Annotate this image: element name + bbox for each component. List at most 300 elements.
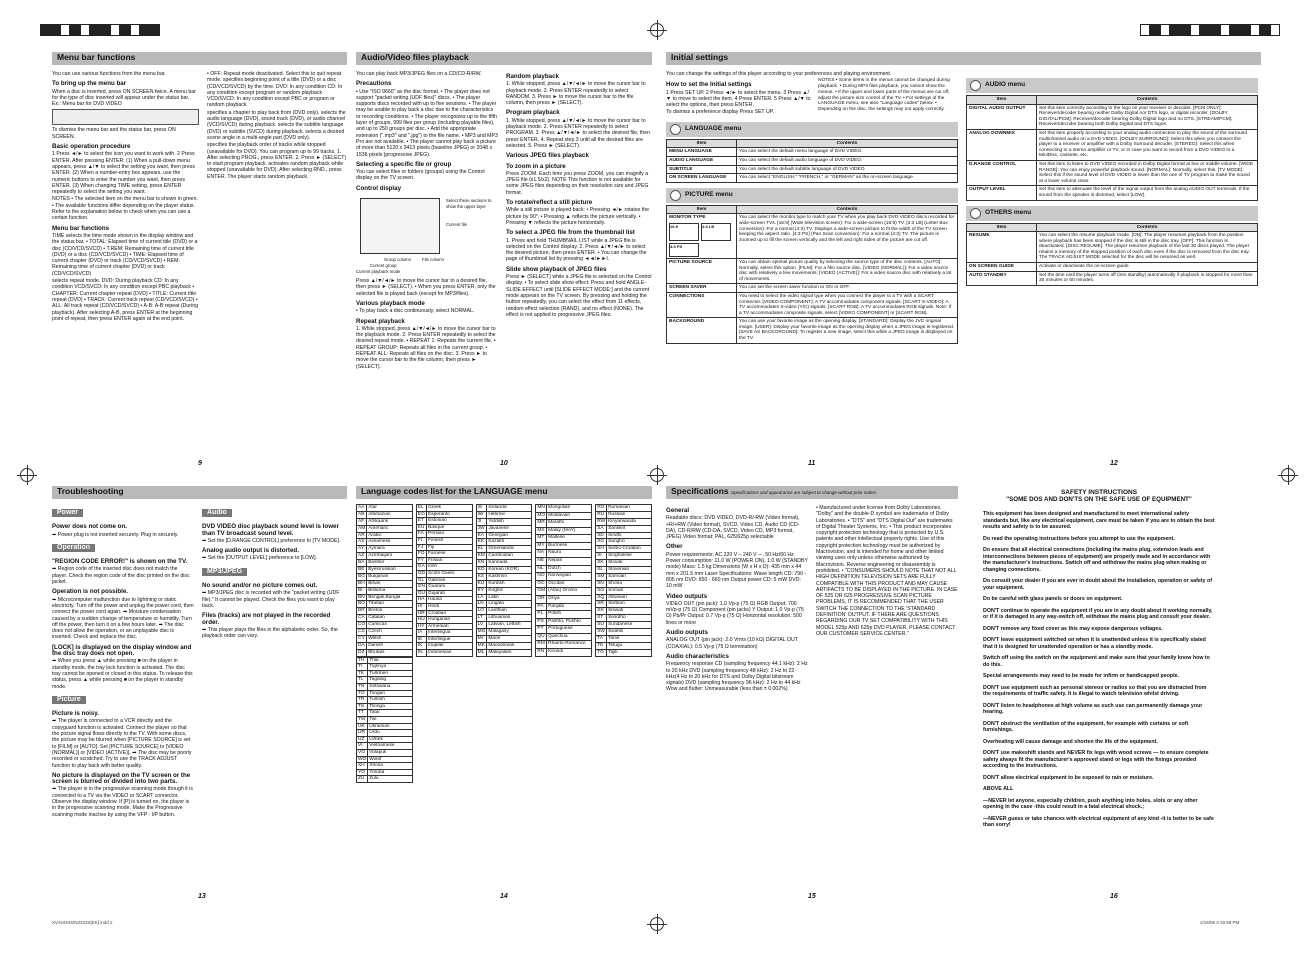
language-name: Bhutani (367, 649, 413, 656)
table-row (416, 577, 472, 584)
language-code: XH (357, 763, 368, 770)
table-row (596, 539, 652, 546)
diagram-label: Group column (384, 257, 411, 263)
table-row (357, 684, 413, 691)
table-row (357, 608, 413, 615)
menu-title: LANGUAGE menu (685, 125, 742, 133)
body-text: ➡ When you press ▲ while pressing ■ on the player in standby mode, the tray lock function is activated. The disc tray cannot be opened or closed in this status. To release this status, press ▲ while pressing ■ on the player in standby mode. (52, 658, 193, 690)
category-badge: Power (52, 509, 83, 517)
subheading: No sound and/or no picture comes out. (202, 582, 318, 590)
table-row (357, 776, 413, 783)
contents-cell: Activate or deactivate the on-screen guide. (1037, 263, 1258, 272)
subheading: Files (tracks) are not played in the recorded order. (202, 612, 331, 626)
language-name: Finnish (427, 537, 473, 544)
table-row (667, 318, 958, 343)
page-number: 12 (1110, 460, 1118, 467)
language-name: Kannada (487, 560, 532, 567)
safety-item: —NEVER let anyone, especially children, push anything into holes, slots or any other opening in the case -this could result in a fatal electrical shock.; (983, 797, 1198, 810)
table-row (476, 601, 532, 608)
language-name: Korean (KOR) (487, 567, 532, 574)
subheading: To bring up the menu bar (52, 80, 127, 88)
table-row (476, 532, 532, 539)
language-name: Kinyarwanda (607, 518, 652, 525)
language-code: EL (416, 505, 426, 512)
contents-cell: You can select the default audio language of DVD VIDEO. (737, 156, 958, 165)
body-text: 1 Press ◄/► to select the icon you want to work with. 2 Press ENTER. After pressing ENTER: (1) When a pull-down menu appears, press ▲/▼ to select the setting you want, then press ENTER. (2) When a number-entry box appears, use the numeric buttons to enter the number you want, then press ENTER. (3) When changing TIME setting, press ENTER repeatedly to select the setting you want. (52, 151, 195, 196)
table-row (536, 527, 592, 535)
menu-title: OTHERS menu (985, 208, 1032, 216)
language-name: Portuguese (547, 626, 592, 634)
language-name: Basque (427, 524, 473, 531)
language-name: Greenlandic (487, 546, 532, 553)
page-number: 14 (500, 893, 508, 900)
language-code: HY (416, 623, 426, 630)
monitor-43lb: 4:3 LB (701, 223, 731, 241)
language-name: Tongan (368, 690, 413, 697)
category-badge: MP3/JPEG (202, 568, 247, 576)
language-name: Vietnamese (368, 743, 413, 750)
table-row (357, 697, 413, 704)
language-code: PS (536, 618, 547, 626)
section-header: Troubleshooting (52, 486, 347, 499)
body-text: ➡ Power plug is not inserted securely. Plug in securely. (52, 531, 179, 538)
page-13 (52, 486, 347, 819)
language-code: CO (358, 622, 366, 628)
intro-text: You can play back MP3/JPEG files on a CD/CD-R/RW. (356, 71, 482, 77)
page-14 (356, 486, 652, 783)
table-row (416, 557, 472, 564)
column-header: Contents (737, 205, 958, 214)
language-code: JI (476, 518, 487, 525)
table-row (596, 629, 652, 636)
language-code: EU (416, 524, 426, 531)
picture-menu-table (666, 205, 958, 344)
table-row (476, 505, 532, 512)
contents-cell: You can select "ENGLISH," "FRENCH," or "GERMAN" as the on-screen language. (737, 174, 958, 183)
table-row (416, 584, 472, 591)
subheading: To rotate/reflect a still picture (506, 199, 593, 207)
language-code: TE (596, 642, 607, 649)
safety-item: Do be careful with glass panels or doors on equipment. (983, 596, 1123, 602)
language-code: SM (596, 573, 607, 580)
language-name: Yoruba (368, 769, 413, 776)
language-code-column (476, 504, 533, 657)
language-code: TT (357, 710, 368, 717)
language-name: Macedonian (487, 642, 532, 649)
menu-bar-illustration (52, 109, 199, 125)
notes-text: NOTES • The selected item on the menu bar is shown in green. • The available functions differ depending on the player status. Refer to the explanation below to check when you can use a certain function. (52, 196, 198, 222)
language-name: Faroese (427, 551, 473, 558)
language-code: FY (416, 557, 426, 564)
language-code: TI (357, 664, 368, 671)
table-row (357, 670, 413, 677)
subheading: Video outputs (666, 592, 708, 600)
table-row (596, 601, 652, 608)
language-name: Afar (367, 505, 413, 512)
table-row (357, 677, 413, 684)
table-row (416, 623, 472, 630)
category-badge: Operation (52, 544, 95, 552)
table-row (416, 636, 472, 643)
language-name: Quechua (547, 633, 592, 641)
language-name: Bengali,Bangla (367, 594, 413, 601)
language-code: KA (476, 532, 487, 539)
body-text: You can select files or folders (groups) using the Control display on the TV screen. (356, 169, 485, 182)
language-name: Shona (607, 580, 652, 587)
language-code: PL (536, 611, 547, 619)
subheading: Menu bar functions (52, 224, 110, 232)
language-name: Armenian (427, 623, 473, 630)
safety-item: DON'T allow electrical equipment to be exposed to rain or moisture. (983, 774, 1154, 781)
category-badge: Audio (202, 509, 232, 517)
body-text: While a still picture is played back: • Pressing ◄/► rotates the picture by 90°. • Pressing ▲ reflects the picture vertically. • Pressing ▼ reflects the picture horizontally. (506, 207, 649, 226)
language-name: Sundanese (607, 622, 652, 629)
table-row (536, 558, 592, 566)
language-code: QU (536, 633, 547, 641)
language-name: Panjabi (547, 603, 592, 611)
notes-text: • Manufactured under license from Dolby Laboratories. "Dolby" and the double-D symbol are trademarks of Dolby Laboratories. • "DTS" and "DTS Digital Out" are trademarks of Digital Theater Systems, Inc. • This product incorporates copyright protection technology that is protected by U.S. patents and other intellectual property rights. Use of this copyright protection technology must be authorized by Macrovision, and is intended for home and other limited viewing uses only unless otherwise authorized by Macrovision. Reverse engineering or disassembly is prohibited. • "CONSUMERS SHOULD NOTE THAT NOT ALL HIGH DEFINITION TELEVISION SETS ARE FULLY COMPATIBLE WITH THIS PRODUCT AND MAY CAUSE ARTIFACTS TO BE DISPLAYED IN THE PICTURE. IN CASE OF 525 OR 625 PROGRESSIVE SCAN PICTURE PROBLEMS, IT IS RECOMMENDED THAT THE USER SWITCH THE CONNECTION TO THE 'STANDARD DEFINITION' OUTPUT. IF THERE ARE QUESTIONS REGARDING OUR TV SET COMPATIBILITY WITH THIS MODEL 525p AND 625p DVD PLAYER, PLEASE CONTACT OUR CUSTOMER SERVICE CENTER." (816, 505, 958, 637)
table-row (596, 567, 652, 574)
language-name: Sesotho (607, 615, 652, 622)
subheading: To select a JPEG file from the thumbnail list (506, 229, 635, 237)
table-row (357, 635, 413, 642)
language-name: Bashkir (367, 560, 413, 567)
table-row (357, 649, 413, 656)
language-code: CS (357, 629, 367, 636)
language-code: IW (476, 511, 487, 518)
safety-item: Do read the operating instructions before you attempt to use the equipment. (983, 535, 1175, 542)
specs-title: Specifications (671, 486, 729, 496)
column-header: Item (967, 96, 1037, 105)
table-row (476, 649, 532, 656)
language-code: CA (357, 615, 367, 622)
language-name: Esperanto (427, 511, 473, 518)
language-name: Tibetan (367, 601, 413, 608)
language-code: SU (596, 622, 607, 629)
language-code: DZ (357, 649, 367, 656)
table-row (357, 629, 413, 636)
table-row (667, 165, 958, 174)
body-text: specifies the playback order of tracks while stopped (unavailable for DVD). You can program up to 99 tracks. 1. After selecting PROG., press ENTER. 2. Press ► (SELECT) to start program playback. activates random playback while stopped (unavailable for DVD). After selecting RND., press ENTER. The player starts random playback. (207, 142, 347, 180)
body-text: Press ▲/▼/◄/► to move the cursor bar to a desired file, then press ► (SELECT). • When you press ENTER, only the selected file is played back (except for MP3/files). (356, 278, 496, 297)
item-cell: DIGITAL AUDIO OUTPUT (967, 104, 1037, 129)
language-name: Indonesian (427, 650, 473, 657)
language-code: UR (357, 730, 368, 737)
language-code: KO (476, 567, 487, 574)
table-row (416, 511, 472, 518)
table-row (416, 544, 472, 551)
language-code: GU (417, 590, 425, 596)
menu-title: AUDIO menu (985, 81, 1026, 89)
table-row (416, 518, 472, 525)
language-code: TN (357, 684, 368, 691)
language-code: KU (476, 580, 487, 587)
language-code: AY (357, 546, 367, 553)
language-name: Sanskrit (607, 525, 652, 532)
language-name: Icelandic (487, 505, 532, 512)
table-row (596, 608, 652, 615)
table-row (596, 587, 652, 594)
language-name: Czech (367, 629, 413, 636)
table-row (536, 603, 592, 611)
safety-item: DON'T use makeshift stands and NEVER fix legs with wood screws — to ensure complete safety always fit the manufacturer's approved stand or legs with the fixings provided according to the instructions. (983, 750, 1209, 769)
table-row (357, 615, 413, 622)
language-name: Sindhi (607, 532, 652, 539)
language-name: Latvian, Lettish (487, 622, 532, 629)
specs-note: Specifications and appearance are subject to change without prior notice. (731, 490, 878, 495)
table-row (357, 573, 413, 580)
language-name: Ukrainian (368, 723, 413, 730)
subheading: Power does not come on. (52, 523, 127, 531)
contents-cell: You can use your favorite image as the opening display. [STANDARD]: Display the JVC original image. [USER]: Display your favorite image as the opening display when a JPEG image is registered. [SAVE AS BACKGROUND]: To register a new image, select this while a JPEG image is displayed on the TV. (737, 318, 958, 343)
language-name: Bislama (367, 587, 413, 594)
table-row (536, 588, 592, 596)
language-name: Javanese (487, 525, 532, 532)
safety-item: Overheating will cause damage and shorten the life of the equipment. (983, 738, 1158, 745)
language-name: Yiddish (487, 518, 532, 525)
subheading: Operation is not possible. (52, 588, 128, 596)
body-text: • OFF: Repeat mode deactivated. Select this to quit repeat mode. specifies beginning point of a title (DVD) or a disc (CD/VCD/SVCD) by the time. DVD: In any condition CD: In any condition except program or random playback VCD/SVCD: In any condition except PBC or program or random playback (207, 71, 343, 109)
table-row (967, 186, 1258, 200)
language-code: LA (476, 594, 487, 601)
language-code: LT (476, 615, 487, 622)
language-name: Sangho (607, 539, 652, 546)
contents-cell: You can select the resume playback mode. [ON]: The player resumes playback from the position where playback has been stopped if the disc is still in the disc tray. [OFF]: This function is deactivated. [DISC RESUME]: The player resumes playback of the last 30 discs played. The player retains a memory of the stopped position of each disc even if the disc is removed from the disc tray. The TRACK ADJUST MODE selected for the disc will be resumed as well. (1037, 232, 1258, 263)
table-row (357, 622, 413, 629)
language-name: Burmese (547, 542, 592, 550)
language-code: AF (357, 518, 367, 525)
language-name: Gujarati (427, 590, 473, 597)
body-text: 1 Press SET UP. 2 Press ◄/► to select the menu. 3 Press ▲/▼ to move to select the item. 4 Press ENTER. 5 Press ▲/▼ to select the options, then press ENTER. (666, 89, 811, 109)
body-text: ➡ The player is in the progressive scanning mode though it is connected to a TV via the VIDEO or SCART connector. Observe the display window. If [P] is turned on, the player is in the progressive scanning mode. Make the Progressive scanning mode inactive by using the VFP - I/P button. (52, 786, 193, 818)
page-11-12 (666, 52, 1261, 344)
contents-cell: You can select the monitor type to match your TV when you play back DVD VIDEO discs recorded for wide-screen TVs. [16:9] (Wide television screen): For a wide-screen (16:9) TV. [4:3 LB] (Letter Box conversion): For a normal (4:3) TV. Displays a wide-screen picture to fit the width of the TV screen keeping the aspect ratio. [4:3 PS] (Pan Scan conversion): For a normal (4:3) TV. The picture is zoomed up to fill the screen vertically and the left and right sides of the picture are cut off. (737, 214, 958, 259)
language-name: Nepali (547, 558, 592, 566)
body-text: ➡ Region code of the inserted disc does not match the player. Check the region code of the disc printed on the disc jacket. (52, 566, 190, 586)
language-code: LO (476, 608, 487, 615)
language-name: Maori (487, 635, 532, 642)
item-cell: D.RANGE CONTROL (967, 160, 1037, 185)
subheading: Selecting a specific file or group (356, 160, 452, 168)
language-code: VO (357, 749, 368, 756)
language-name: Tamil (607, 635, 652, 642)
language-name: Cambodian (487, 553, 532, 560)
language-name: Rhaeto-Romance (547, 641, 592, 649)
table-row (536, 618, 592, 626)
language-name: Norwegian (547, 573, 592, 581)
table-row (416, 570, 472, 577)
table-row (357, 587, 413, 594)
table-row (357, 601, 413, 608)
language-code: SH (596, 546, 607, 553)
language-name: Turkmen (368, 670, 413, 677)
table-row (667, 258, 958, 283)
table-row (667, 148, 958, 157)
subheading: Audio outputs (666, 629, 708, 637)
language-name: Slovenian (607, 567, 652, 574)
language-name: Xhosa (368, 763, 413, 770)
language-code: TH (357, 657, 368, 664)
table-row (536, 641, 592, 649)
table-row (476, 560, 532, 567)
body-text: ➡ Set the [OUTPUT LEVEL] preference to [LOW]. (202, 555, 317, 562)
language-code: FO (416, 551, 426, 558)
language-code: RN (536, 648, 547, 656)
table-row (967, 271, 1258, 285)
language-code: BR (357, 608, 367, 615)
table-row (357, 642, 413, 649)
table-row (416, 643, 472, 650)
language-code: SN (596, 580, 607, 587)
picture-icon (670, 190, 681, 201)
contents-cell: Set this item to listen to DVD VIDEO recorded in Dolby Digital format at low or middle volume. [WIDE RANGE]: You can enjoy powerful playback sound. [NORMAL]: Normally, select this. [TV MODE]: Select this if the sound level of DVD VIDEO is lower than the one of TV program to make the sound at a lower volume clear. (1037, 160, 1258, 185)
language-code: RU (596, 511, 607, 518)
language-code: SR (596, 601, 607, 608)
language-name: Persian (427, 531, 473, 538)
language-name: Kashmiri (487, 573, 532, 580)
table-row (596, 594, 652, 601)
safety-item: DON'T obstruct the ventilation of the equipment, for example with curtains or soft furnishings. (983, 720, 1189, 733)
language-name: Samoan (607, 573, 652, 580)
audio-icon (970, 80, 981, 91)
table-row (357, 690, 413, 697)
language-code-grid (356, 504, 652, 783)
table-row (536, 565, 592, 573)
language-name: Serbian (607, 601, 652, 608)
language-code: UK (357, 723, 368, 730)
subheading: To zoom in a picture (506, 162, 566, 170)
table-row (476, 546, 532, 553)
language-name: Pashto, Pushto (547, 618, 592, 626)
language-name: Serbo-Croatian (607, 546, 652, 553)
language-code: GA (417, 564, 425, 570)
language-code: TW (357, 717, 368, 724)
table-row (596, 553, 652, 560)
column-header: Item (967, 223, 1037, 232)
language-name: Hausa (427, 597, 473, 604)
intro-text: You can use various functions from the menu bar. (52, 71, 166, 77)
registration-bar-right (1140, 24, 1280, 36)
table-row (357, 763, 413, 770)
body-text: Readable discs: DVD VIDEO, DVD-R/-RW (Video format), +R/+RW (Video format), SVCD, Video CD, Audio CD (CD-DA), CD-R/RW (CD-DA, SVCD, Video CD, MP3 format, JPEG) Video format: PAL, 625/625p selectable (666, 515, 800, 541)
language-code: ET (416, 518, 426, 525)
language-name: Latin (487, 594, 532, 601)
menu-title: PICTURE menu (685, 191, 733, 199)
safety-item: DON'T use equipment such as personal stereos or radios so that you are distracted from the requirements of traffic safety. It is illegal to watch television whilst driving. (983, 684, 1207, 697)
body-text: 1. While stopped, press ▲/▼/◄/► to move the cursor bar to playback mode. 2. Press ENTER repeatedly to select RANDOM. 3. Press ► to move the cursor bar to the file column, then press ► (SELECT). (506, 81, 646, 107)
language-code: MG (477, 629, 486, 635)
language-code: KY (476, 587, 487, 594)
subheading: Various playback mode (356, 299, 425, 307)
table-row (357, 743, 413, 750)
body-text: 1. While stopped, press ▲/▼/◄/► to move the cursor bar to the playback mode. 2. Press ENTER repeatedly to select the desired repeat mode. • REPEAT 1: Repeats the current file. • REPEAT GROUP: Repeats all files in the current group. • REPEAT ALL: Repeats all files on the disc. 3. Press ► to move the cursor bar to the file column, then press ► (SELECT). (356, 325, 496, 370)
table-row (476, 573, 532, 580)
language-name: Dutch (547, 565, 592, 573)
page-number: 13 (198, 893, 206, 900)
language-name: Rumanian (607, 505, 652, 512)
safety-item: DON'T continue to operate the equipment if you are in any doubt about it working normally, or if it is damaged in any way-switch off, withdraw the mains plug and consult your dealer. (983, 607, 1213, 620)
language-code: KK (476, 539, 487, 546)
language-code: FI (416, 537, 426, 544)
language-code: SQ (596, 594, 607, 601)
body-text: ➡ This player plays the files in the alphabetic order. So, the playback order can vary. (202, 626, 338, 640)
language-name: Hindi (427, 603, 473, 610)
subheading: Various JPEG files playback (506, 152, 589, 160)
table-row (596, 635, 652, 642)
table-row (416, 617, 472, 624)
language-name: Mongolian (547, 505, 592, 513)
language-name: Occitan (547, 580, 592, 588)
language-code: BH (357, 580, 367, 587)
language-name: Volapuk (368, 749, 413, 756)
table-row (536, 550, 592, 558)
table-row (536, 573, 592, 581)
language-name: Lingala (487, 601, 532, 608)
crosshair-icon (20, 468, 34, 482)
language-name: Tajik (607, 649, 652, 656)
table-row (536, 626, 592, 634)
language-code: BG (358, 573, 365, 579)
table-row (357, 505, 413, 512)
language-code: TA (596, 635, 607, 642)
subheading: Program playback (506, 109, 560, 117)
body-text: • Use "ISO 9660" as the disc format. • The player does not support "packet writing (UDF files)" discs. • The player supports discs recorded with up to five sessions. • The player may be unable to play back a disc due to the characteristics or recording conditions. • The player recognizes up to the fifth layer of groups, 999 files per group (including playable files), and up to 250 groups per disc. • Add the appropriate extension (".mp3" and ".jpg") to the file name. • MP3 and MP3 Pro are not available. • The player cannot play back a picture of more than 5120 x 3413 pixels (baseline JPEG) or 2048 x 1536 pixels (progressive JPEG). (356, 88, 498, 158)
body-text: specifies a chapter to play back from (DVD only). selects the audio language (DVD), sound track (DVD), or audio channel (VCD/SVCD) during playback. selects the subtitle language (DVD) or subtitle (SVCD) during playback. selects a desired scene angle in a multi-angle part (DVD only). (207, 109, 346, 141)
intro-text: You can change the settings of this player according to your preferences and playing environment. (666, 71, 892, 77)
safety-instructions (983, 490, 1215, 834)
safety-item: —NEVER guess or take chances with electrical equipment of any kind -it is better to be safe than sorry! (983, 815, 1214, 828)
language-code: AZ (357, 553, 367, 560)
table-row (476, 608, 532, 615)
others-menu-header (966, 206, 1258, 221)
language-code: MN (536, 505, 547, 513)
language-code: CY (357, 635, 367, 642)
language-code: NL (536, 565, 547, 573)
language-name: Tatar (368, 710, 413, 717)
page-number: 11 (808, 460, 816, 467)
language-code: MT (536, 535, 547, 543)
language-name: Uzbek (368, 736, 413, 743)
table-row (476, 629, 532, 636)
language-name: Byelorussian (367, 567, 413, 574)
subheading: "REGION CODE ERROR!" is shown on the TV. (52, 558, 188, 566)
item-cell: AUDIO LANGUAGE (667, 156, 737, 165)
language-name: Slovak (607, 560, 652, 567)
table-row (357, 518, 413, 525)
subheading: Control display (356, 184, 402, 192)
monitor-type-illustration (669, 223, 734, 241)
language-name: Somali (607, 587, 652, 594)
language-name: Malayalam (487, 649, 532, 656)
language-name: Estonian (427, 518, 473, 525)
table-row (596, 573, 652, 580)
language-menu-header (666, 122, 958, 137)
language-code: AA (357, 505, 367, 512)
item-cell: ON SCREEN GUIDE (967, 263, 1037, 272)
language-code: TL (357, 677, 368, 684)
table-row (416, 650, 472, 657)
others-icon (970, 208, 981, 219)
table-row (536, 648, 592, 656)
table-row (357, 730, 413, 737)
language-name: Arabic (367, 532, 413, 539)
subheading: General (666, 507, 690, 514)
language-code: TS (357, 703, 368, 710)
table-row (596, 518, 652, 525)
table-row (357, 511, 413, 518)
language-code: IN (416, 650, 426, 657)
table-row (596, 580, 652, 587)
